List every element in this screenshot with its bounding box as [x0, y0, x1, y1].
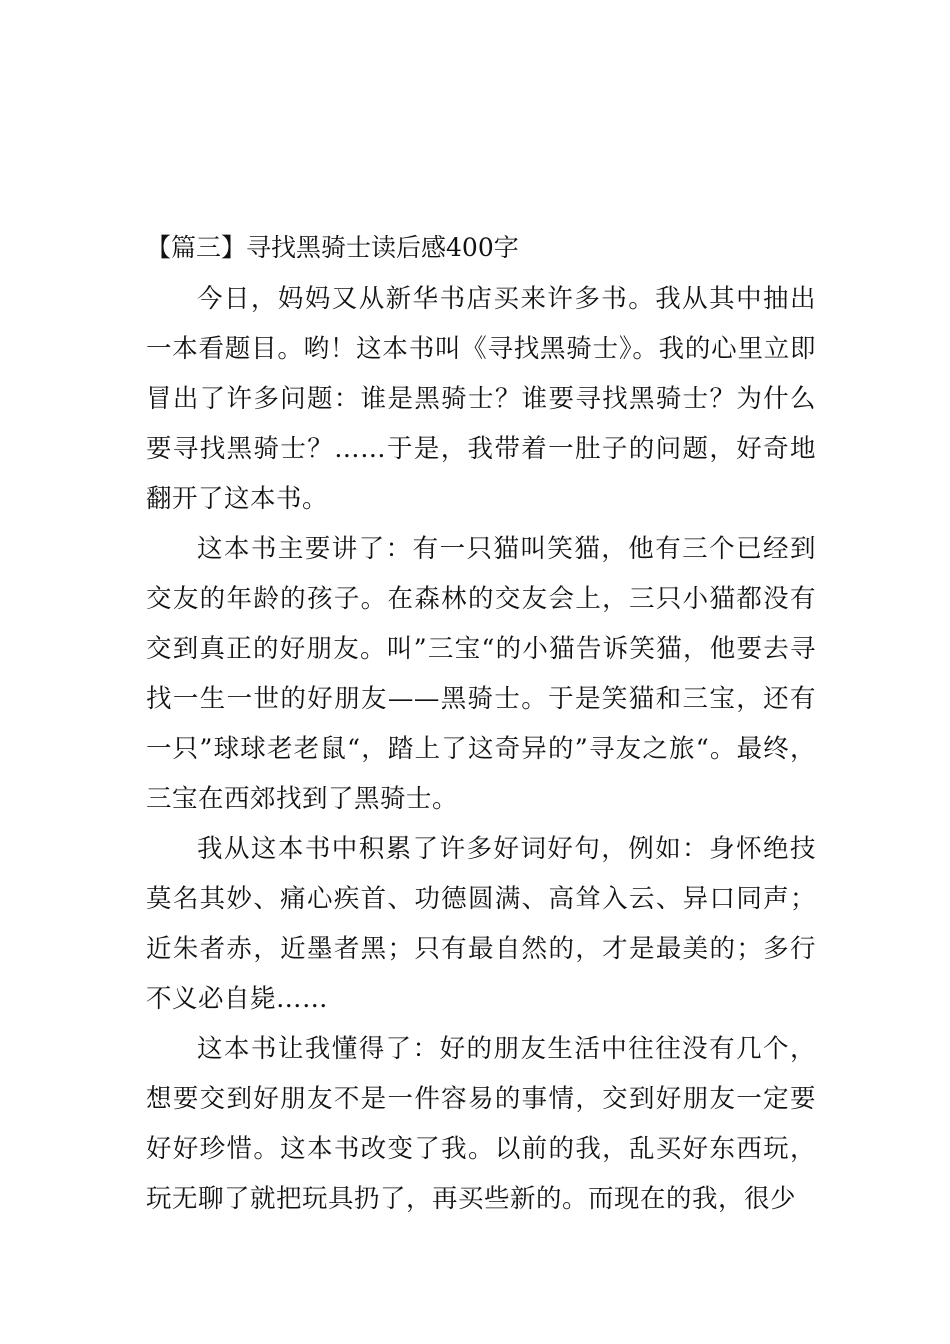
paragraph-3: 我从这本书中积累了许多好词好句，例如：身怀绝技莫名其妙、痛心疾首、功德圆满、高耸入云、异口同声；近朱者赤，近墨者黑；只有最自然的，才是最美的；多行不义必自毙…… [146, 834, 816, 1014]
paragraph-4: 这本书让我懂得了：好的朋友生活中往往没有几个，想要交到好朋友不是一件容易的事情，交到好朋友一定要好好珍惜。这本书改变了我。以前的我，乱买好东西玩，玩无聊了就把玩具扔了，再买些新的。而现在的我，很少 [146, 1034, 816, 1214]
paragraph-2: 这本书主要讲了：有一只猫叫笑猫，他有三个已经到交友的年龄的孩子。在森林的交友会上，三只小猫都没有交到真正的好朋友。叫”三宝“的小猫告诉笑猫，他要去寻找一生一世的好朋友——黑骑士。于是笑猫和三宝，还有一只”球球老老鼠“，踏上了这奇异的”寻友之旅“。最终，三宝在西郊找到了黑骑士。 [146, 534, 816, 814]
section-heading: 【篇三】寻找黑骑士读后感400字 [146, 233, 519, 262]
document-body [146, 222, 816, 1224]
paragraph-1: 今日，妈妈又从新华书店买来许多书。我从其中抽出一本看题目。哟！这本书叫《寻找黑骑士》。我的心里立即冒出了许多问题：谁是黑骑士？谁要寻找黑骑士？为什么要寻找黑骑士？……于是，我带着一肚子的问题，好奇地翻开了这本书。 [146, 284, 816, 514]
